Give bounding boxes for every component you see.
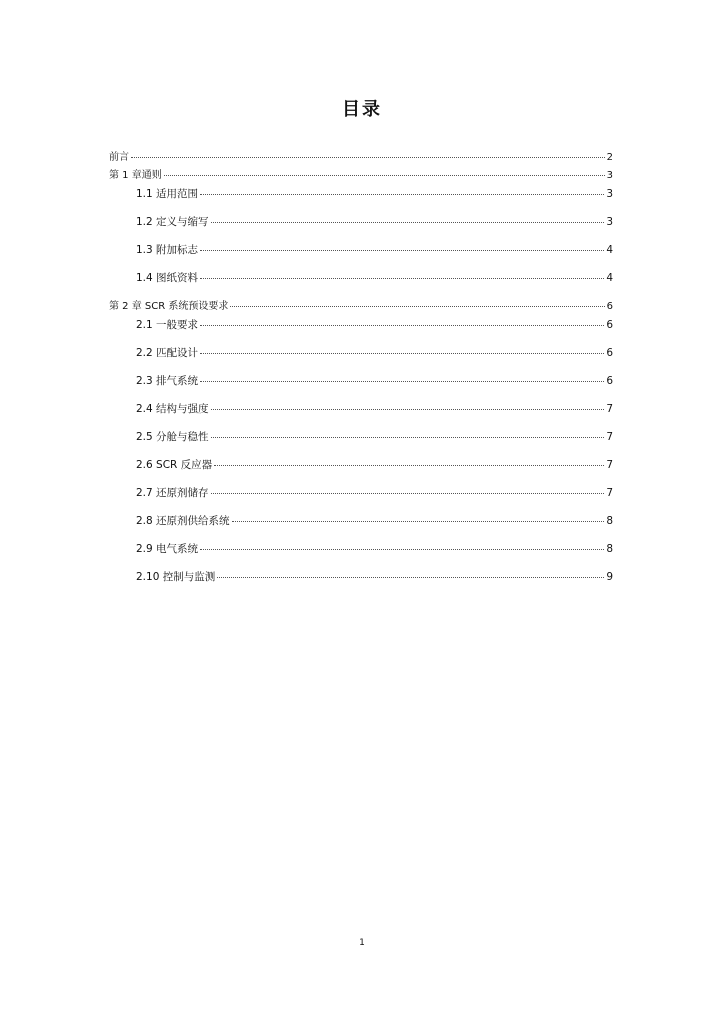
page-title: 目录 <box>342 99 382 120</box>
toc-leader-dots <box>164 175 605 176</box>
toc-entry-label: 2.7 还原剂储存 <box>136 487 209 499</box>
toc-entry-section-1-1[interactable] <box>136 186 613 201</box>
toc-entry-label: 2.3 排气系统 <box>136 375 199 387</box>
toc-leader-dots <box>131 157 605 158</box>
toc-leader-dots <box>211 493 605 494</box>
toc-entry-label: 1.2 定义与缩写 <box>136 216 209 228</box>
toc-entry-page: 4 <box>606 272 613 284</box>
toc-entry-label: 1.4 图纸资料 <box>136 272 199 284</box>
toc-leader-dots <box>214 465 604 466</box>
toc-entry-page: 3 <box>606 188 613 200</box>
toc-entry-page: 6 <box>606 347 613 359</box>
toc-entry-section-2-9[interactable] <box>136 541 613 556</box>
toc-entry-section-2-6[interactable] <box>136 457 613 472</box>
toc-leader-dots <box>200 250 604 251</box>
toc-entry-page: 8 <box>606 515 613 527</box>
toc-entry-preface[interactable] <box>109 148 613 163</box>
toc-leader-dots <box>217 577 604 578</box>
toc-leader-dots <box>232 521 605 522</box>
toc-entry-page: 2 <box>606 152 613 163</box>
toc-entry-section-2-1[interactable] <box>136 317 613 332</box>
toc-entry-label: 第 2 章 SCR 系统预设要求 <box>109 301 229 312</box>
toc-entry-section-2-3[interactable] <box>136 373 613 388</box>
toc-entry-label: 2.9 电气系统 <box>136 543 199 555</box>
toc-entry-section-2-8[interactable] <box>136 513 613 528</box>
toc-entry-label: 2.4 结构与强度 <box>136 403 209 415</box>
toc-entry-page: 7 <box>606 403 613 415</box>
toc-entry-label: 第 1 章通则 <box>109 170 162 181</box>
toc-entry-page: 4 <box>606 244 613 256</box>
toc-entry-section-1-2[interactable] <box>136 214 613 229</box>
toc-leader-dots <box>211 222 605 223</box>
toc-entry-page: 6 <box>606 319 613 331</box>
toc-entry-page: 7 <box>606 487 613 499</box>
toc-entry-label: 2.6 SCR 反应器 <box>136 459 213 471</box>
toc-entry-page: 6 <box>606 375 613 387</box>
toc-entry-page: 6 <box>606 301 613 312</box>
toc-entry-section-2-5[interactable] <box>136 429 613 444</box>
toc-entry-label: 1.1 适用范围 <box>136 188 199 200</box>
toc-entry-page: 3 <box>606 216 613 228</box>
toc-entry-page: 7 <box>606 459 613 471</box>
toc-entry-label: 2.5 分舱与稳性 <box>136 431 209 443</box>
toc-leader-dots <box>211 437 605 438</box>
toc-entry-label: 2.1 一般要求 <box>136 319 199 331</box>
toc-entry-page: 7 <box>606 431 613 443</box>
toc-entry-section-2-10[interactable] <box>136 569 613 584</box>
toc-entry-label: 1.3 附加标志 <box>136 244 199 256</box>
toc-leader-dots <box>211 409 605 410</box>
toc-entry-label: 前言 <box>109 152 129 163</box>
toc-entry-label: 2.10 控制与监测 <box>136 571 216 583</box>
toc-entry-page: 8 <box>606 543 613 555</box>
toc-leader-dots <box>230 306 604 307</box>
toc-entry-chapter-2[interactable] <box>109 297 613 312</box>
toc-entry-label: 2.8 还原剂供给系统 <box>136 515 230 527</box>
toc-leader-dots <box>200 194 604 195</box>
toc-leader-dots <box>200 325 604 326</box>
toc-entry-page: 3 <box>606 170 613 181</box>
toc-entry-chapter-1[interactable] <box>109 166 613 181</box>
toc-leader-dots <box>200 549 604 550</box>
toc-entry-section-2-7[interactable] <box>136 485 613 500</box>
toc-leader-dots <box>200 353 604 354</box>
toc-entry-section-2-2[interactable] <box>136 345 613 360</box>
toc-leader-dots <box>200 278 604 279</box>
toc-entry-label: 2.2 匹配设计 <box>136 347 199 359</box>
toc-entry-section-1-3[interactable] <box>136 242 613 257</box>
toc-leader-dots <box>200 381 604 382</box>
page-number: 1 <box>359 938 365 948</box>
toc-entry-section-2-4[interactable] <box>136 401 613 416</box>
toc-entry-section-1-4[interactable] <box>136 270 613 285</box>
toc-entry-page: 9 <box>606 571 613 583</box>
